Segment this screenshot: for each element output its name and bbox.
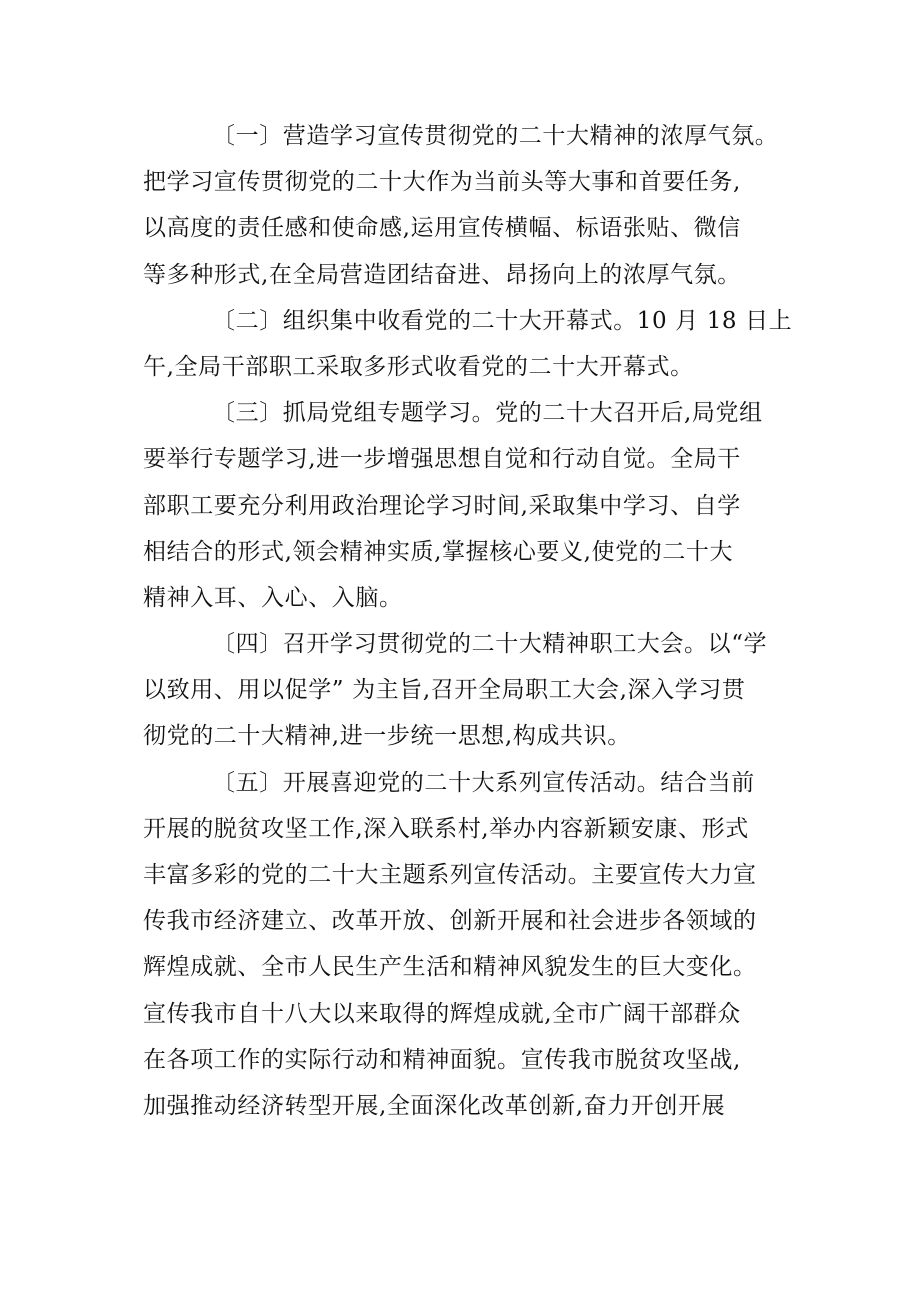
- paragraph-3-line-1: 〔三〕抓局党组专题学习。党的二十大召开后,局党组: [212, 400, 763, 427]
- paragraph-1-line-2: 把学习宣传贯彻党的二十大作为当前头等大事和首要任务,: [143, 169, 741, 196]
- paragraph-4-line-2: 以致用、用以促学” 为主旨,召开全局职工大会,深入学习贯: [143, 677, 746, 704]
- paragraph-1-line-3: 以高度的责任感和使命感,运用宣传横幅、标语张贴、微信: [143, 215, 741, 242]
- paragraph-5-line-8: 加强推动经济转型开展,全面深化改革创新,奋力开创开展: [143, 1092, 726, 1119]
- paragraph-1-line-1: 〔一〕营造学习宣传贯彻党的二十大精神的浓厚气氛。: [212, 123, 779, 149]
- paragraph-2-line-1: 〔二〕组织集中收看党的二十大开幕式。10 月 18 日上: [212, 307, 793, 334]
- paragraph-5-line-5: 辉煌成就、全市人民生产生活和精神风貌发生的巨大变化。: [143, 954, 757, 981]
- document-body: [143, 113, 803, 1129]
- paragraph-2-line-2: 午,全局干部职工采取多形式收看党的二十大开幕式。: [143, 353, 694, 380]
- paragraph-1-line-4: 等多种形式,在全局营造团结奋进、昂扬向上的浓厚气氛。: [143, 261, 741, 288]
- paragraph-5-line-2: 开展的脱贫攻坚工作,深入联系村,举办内容新颖安康、形式: [143, 815, 749, 842]
- paragraph-4-line-3: 彻党的二十大精神,进一步统一思想,构成共识。: [143, 723, 631, 750]
- paragraph-3-line-2: 要举行专题学习,进一步增强思想自觉和行动自觉。全局干: [143, 446, 741, 473]
- paragraph-5-line-6: 宣传我市自十八大以来取得的辉煌成就,全市广阔干部群众: [143, 1000, 741, 1027]
- paragraph-3-line-4: 相结合的形式,领会精神实质,掌握核心要义,使党的二十大: [143, 538, 734, 565]
- paragraph-3-line-3: 部职工要充分利用政治理论学习时间,采取集中学习、自学: [143, 492, 741, 519]
- paragraph-5-line-7: 在各项工作的实际行动和精神面貌。宣传我市脱贫攻坚战,: [143, 1046, 741, 1073]
- paragraph-5-line-3: 丰富多彩的党的二十大主题系列宣传活动。主要宣传大力宣: [143, 862, 757, 888]
- paragraph-4-line-1: 〔四〕召开学习贯彻党的二十大精神职工大会。以“学: [212, 631, 768, 658]
- paragraph-5-line-4: 传我市经济建立、改革开放、创新开展和社会进步各领域的: [143, 908, 757, 935]
- paragraph-5-line-1: 〔五〕开展喜迎党的二十大系列宣传活动。结合当前: [212, 769, 755, 796]
- paragraph-3-line-5: 精神入耳、入心、入脑。: [143, 584, 403, 611]
